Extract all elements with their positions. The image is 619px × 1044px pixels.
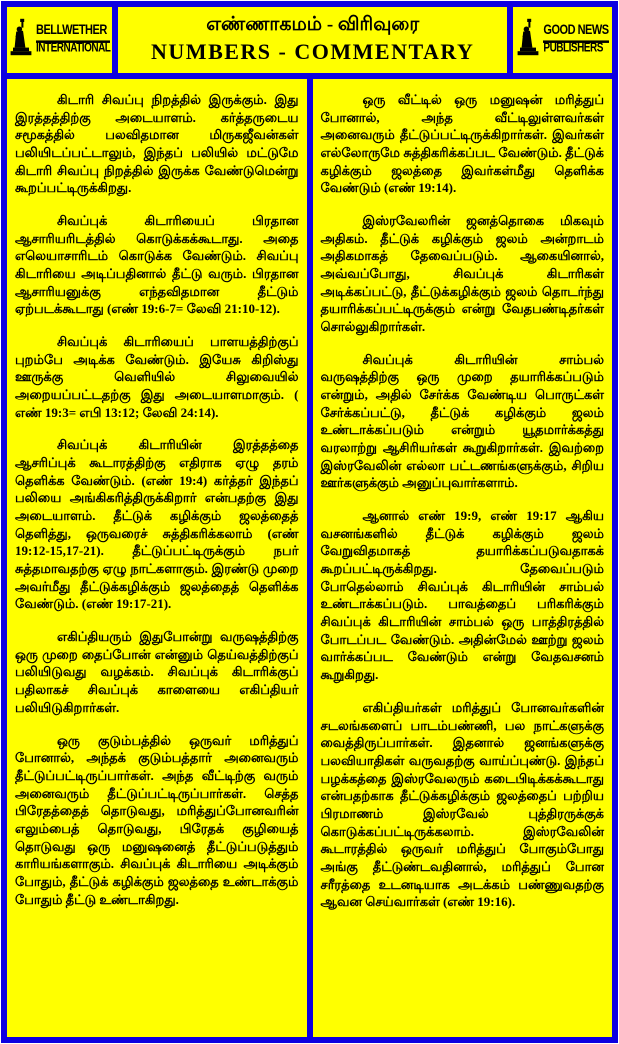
paragraph: சிவப்புக் கிடாரியின் இரத்தத்தை ஆசரிப்புக் கூடாரத்திற்கு எதிராக ஏழு தரம் தெளிக்க வேண்டும். (எண் 19:4) கர்த்தர் இந்தப் பலியை அங்கிகரித்திருக்கிறார் என்பதற்கு இது அடையாளம். தீட்டுக் கழிக்கும் ஜலத்தைத் தெளித்து, ஒருவரைச் சுத்திகரிக்கலாம் (எண் 19:12-15,17-21). தீட்டுப்பட்டிருக்கும் நபர் சுத்தமாவதற்கு ஏழு நாட்களாகும். இரண்டு முறை அவர்மீது தீட்டுக்கழிக்கும் ஜலத்தைத் தெளிக்க வேண்டும். (எண் 19:17-21). xyxy=(15,437,299,612)
paragraph: சிவப்புக் கிடாரியின் சாம்பல் வருஷத்திற்கு ஒரு முறை தயாரிக்கப்படும் என்றும், அதில் சேர்க்க வேண்டிய பொருட்கள் சேர்க்கப்பட்டு, தீட்டுக் கழிக்கும் ஜலம் உண்டாக்கப்படும் என்றும் யூதமார்க்கத்து வரலாற்று ஆசிரியர்கள் கூறுகிறார்கள். இவற்றை இஸ்ரவேலின் எல்லா பட்டணங்களுக்கும், சிறிய ஊர்களுக்கும் அனுப்புவார்களாம். xyxy=(320,351,604,491)
statue-icon xyxy=(516,17,540,64)
paragraph: இஸ்ரவேலரின் ஜனத்தொகை மிகவும் அதிகம். தீட்டுக் கழிக்கும் ஜலம் அன்றாடம் அதிகமாகத் தேவைப்படும். ஆகையினால், அவ்வப்போது, சிவப்புக் கிடாரிகள் அடிக்கப்பட்டு, தீட்டுக்கழிக்கும் ஜலம் தொடர்ந்து தயாரிக்கப்பட்டிருக்கும் என்று வேதபண்டிதர்கள் சொல்லுகிறார்கள். xyxy=(320,213,604,335)
good-news-logo-text xyxy=(543,23,609,56)
paragraph: கிடாரி சிவப்பு நிறத்தில் இருக்கும். இது இரத்தத்திற்கு அடையாளம். கர்த்தருடைய சமூகத்தில் பலவிதமான மிருகஜீவன்கள் பலியிடப்பட்டாலும், இந்தப் பலியில் மட்டுமே கிடாரி சிவப்பு நிறத்தில் இருக்க வேண்டுமென்று கூறப்பட்டிருக்கிறது. xyxy=(15,92,299,196)
statue-icon xyxy=(9,17,33,64)
logo-line: GOOD NEWS xyxy=(543,24,608,42)
good-news-publishers-logo xyxy=(513,7,612,73)
logo-line: BELLWETHER xyxy=(36,24,110,42)
paragraph: எகிப்தியரும் இதுபோன்று வருஷத்திற்கு ஒரு முறை தைப்போன் என்னும் தெய்வத்திற்குப் பலியிடுவது வழக்கம். சிவப்புக் கிடாரிக்குப் பதிலாகச் சிவப்புக் காளையை எகிப்தியர் பலியிடுகிறார்கள். xyxy=(15,629,299,715)
paragraph: ஆனால் எண் 19:9, எண் 19:17 ஆகிய வசனங்களில் தீட்டுக் கழிக்கும் ஜலம் வேறுவிதமாகத் தயாரிக்கப்படுவதாகக் கூறப்பட்டிருக்கிறது. தேவைப்படும் போதெல்லாம் சிவப்புக் கிடாரியின் சாம்பல் உண்டாக்கப்படும். பாவத்தைப் பரிகரிக்கும் சிவப்புக் கிடாரியின் சாம்பல் ஒரு பாத்திரத்தில் போடப்பட வேண்டும். அதின்மேல் ஊற்று ஜலம் வார்க்கப்பட வேண்டும் என்று வேதவசனம் கூறுகிறது. xyxy=(320,508,604,683)
page-title-english: NUMBERS - COMMENTARY xyxy=(151,39,475,65)
bellwether-logo-text xyxy=(36,23,111,56)
right-column xyxy=(313,79,613,1037)
bellwether-international-logo xyxy=(7,7,112,73)
title-box xyxy=(118,7,507,73)
page-title-tamil: எண்ணாகமம் - விரிவுரை xyxy=(206,14,420,36)
paragraph: ஒரு குடும்பத்தில் ஒருவர் மரித்துப் போனால், அந்தக் குடும்பத்தார் அனைவரும் தீட்டுப்பட்டிருப்பார்கள். அந்த வீட்டிற்கு வரும் அனைவரும் தீட்டுப்பட்டிருப்பார்கள். செத்த பிரேதத்தைத் தொடுவது, மரித்துப்போனவரின் எலும்பைத் தொடுவது, பிரேதக் குழியைத் தொடுவது ஒரு மனுஷனைத் தீட்டுப்படுத்தும் காரியங்களாகும். சிவப்புக் கிடாரியை அடிக்கும் போதும், தீட்டுக் கழிக்கும் ஜலத்தை உண்டாக்கும் போதும் தீட்டு உண்டாகிறது. xyxy=(15,732,299,907)
page-frame xyxy=(1,1,618,1043)
paragraph: சிவப்புக் கிடாரியைப் பாளயத்திற்குப் புறம்பே அடிக்க வேண்டும். இயேசு கிறிஸ்து ஊருக்கு வெளியில் சிலுவையில் அறையப்பட்டதற்கு இது அடையாளமாகும். ( எண் 19:3= எபி 13:12; லேவி 24:14). xyxy=(15,334,299,420)
commentary-body xyxy=(7,79,612,1037)
logo-line: PUBLISHERS xyxy=(543,41,603,56)
paragraph: சிவப்புக் கிடாரியைப் பிரதான ஆசாரியரிடத்தில் கொடுக்கக்கூடாது. அதை எலெயாசாரிடம் கொடுக்க வேண்டும். சிவப்பு கிடாரியை அடிப்பதினால் தீட்டு வரும். பிரதான ஆசாரியனுக்கு எந்தவிதமான தீட்டும் ஏற்படக்கூடாது (எண் 19:6-7= லேவி 21:10-12). xyxy=(15,213,299,317)
paragraph: எகிப்தியர்கள் மரித்துப் போனவர்களின் சடலங்களைப் பாடம்பண்ணி, பல நாட்களுக்கு வைத்திருப்பார்கள். இதனால் ஜனங்களுக்கு பலவியாதிகள் வருவதற்கு வாய்ப்புண்டு. இந்தப் பழக்கத்தை இஸ்ரவேலரும் கடைபிடிக்கக்கூடாது என்பதற்காக தீட்டுக்கழிக்கும் ஜலத்தைப் பற்றிய பிரமாணம் இஸ்ரவேல் புத்திரருக்குக் கொடுக்கப்பட்டிருக்கலாம். இஸ்ரவேலின் கூடாரத்தில் ஒருவர் மரித்துப் போகும்போது அங்கு தீட்டுண்டவதினால், மரித்துப் போன சரீரத்தை உடனடியாக அடக்கம் பண்ணுவதற்கு ஆவன செய்வார்கள் (எண் 19:16). xyxy=(320,699,604,910)
paragraph: ஒரு வீட்டில் ஒரு மனுஷன் மரித்துப் போனால், அந்த வீட்டிலுள்ளவர்கள் அனைவரும் தீட்டுப்பட்டிருக்கிறார்கள். இவர்கள் எல்லோருமே சுத்திகரிக்கப்பட வேண்டும். தீட்டுக் கழிக்கும் ஜலத்தை இவர்கள்மீது தெளிக்க வேண்டும் (எண் 19:14). xyxy=(320,92,604,196)
left-column xyxy=(7,79,307,1037)
logo-line: INTERNATIONAL xyxy=(36,41,111,56)
header xyxy=(7,7,612,73)
